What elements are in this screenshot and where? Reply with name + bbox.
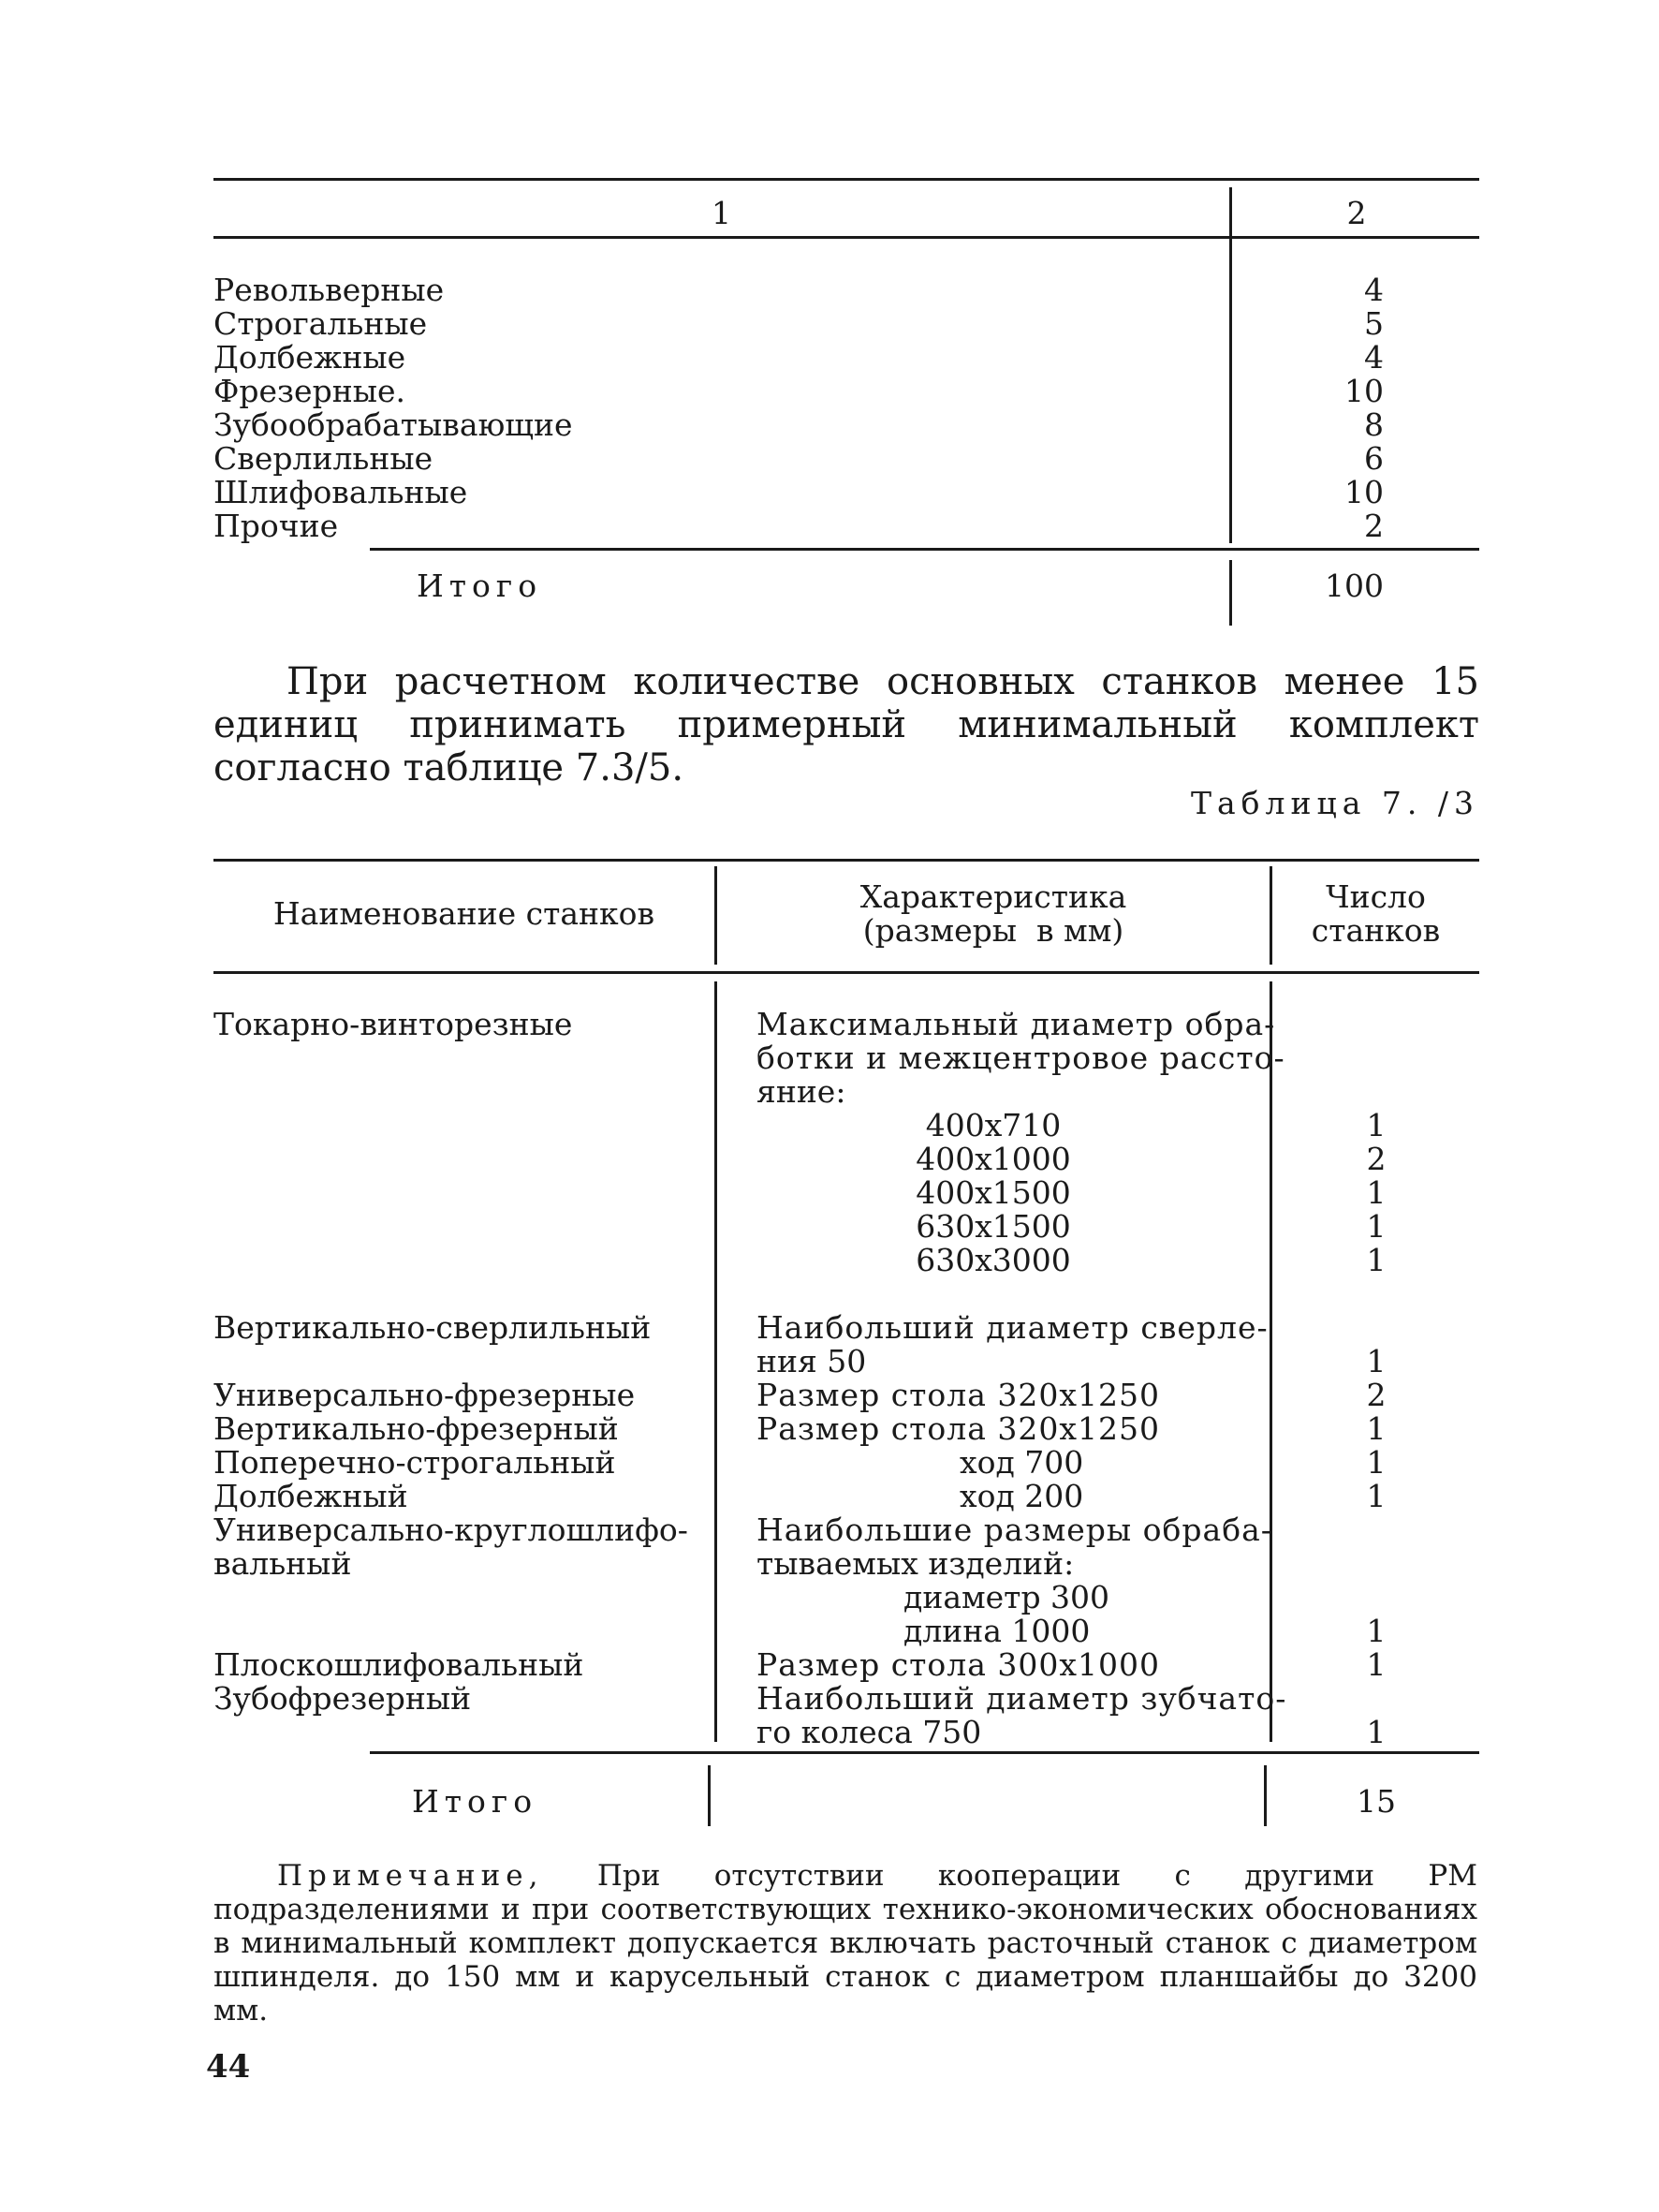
table2-total-rule: [370, 1751, 1479, 1754]
machine-count: 5: [1364, 305, 1384, 342]
table1-col1-header: 1: [712, 195, 731, 231]
table2-body-divider-1: [714, 981, 717, 1742]
page-number: 44: [206, 2048, 251, 2086]
characteristic: 400x1500: [916, 1174, 1071, 1211]
machine-type: Сверлильные: [213, 440, 433, 477]
machine-count: 4: [1364, 339, 1384, 376]
footnote-label: Примечание,: [277, 1859, 544, 1893]
characteristic: длина 1000: [903, 1613, 1091, 1649]
footnote: [213, 1859, 1477, 2028]
characteristic: Наибольшие размеры обраба-: [756, 1512, 1272, 1548]
machine-quantity: 2: [1366, 1141, 1387, 1177]
machine-name: Зубофрезерный: [213, 1680, 472, 1717]
characteristic: го колеса 750: [756, 1714, 982, 1750]
table2-total-value: 15: [1357, 1783, 1396, 1820]
machine-count: 10: [1344, 373, 1384, 409]
machine-quantity: 2: [1366, 1377, 1387, 1413]
footnote-text: При отсутствии кооперации с другими РМ подразделениями и при соответствующих технико-экономических обоснованиях в минимальный комплект допускается включать расточный станок с диаметром шпинделя. до 150 мм и карусельный станок с диаметром планшайбы до 3200 мм.: [213, 1859, 1477, 2028]
machine-quantity: 1: [1366, 1444, 1387, 1481]
table2-header-char-line2: (размеры в мм): [862, 912, 1124, 949]
machine-quantity: 1: [1366, 1208, 1387, 1245]
table1-top-rule: [213, 178, 1479, 181]
characteristic: ботки и межцентровое рассто-: [756, 1040, 1285, 1076]
characteristic: 400x710: [925, 1107, 1062, 1143]
machine-name: Универсально-фрезерные: [213, 1377, 636, 1413]
machine-name: вальный: [213, 1545, 352, 1582]
table2-total-divider-2: [1264, 1765, 1267, 1826]
characteristic: диаметр 300: [903, 1579, 1110, 1615]
machine-type: Прочие: [213, 508, 339, 544]
machine-type: Зубообрабатывающие: [213, 406, 573, 443]
characteristic: ход 200: [960, 1478, 1084, 1514]
body-paragraph: При расчетном количестве основных станков менее 15 единиц принимать примерный минимальный комплект согласно таблице 7.3/5.: [213, 660, 1479, 789]
machine-quantity: 1: [1366, 1410, 1387, 1447]
machine-type: Долбежные: [213, 339, 406, 376]
table2-header-name: Наименование станков: [272, 895, 655, 932]
machine-type: Шлифовальные: [213, 474, 468, 510]
characteristic: Размер стола 320x1250: [756, 1410, 1161, 1447]
characteristic: Размер стола 320x1250: [756, 1377, 1161, 1413]
machine-count: 2: [1364, 508, 1384, 544]
machine-name: Универсально-круглошлифо-: [213, 1512, 688, 1548]
table2-header-count-line1: Число: [1326, 878, 1426, 915]
machine-quantity: 1: [1366, 1714, 1387, 1750]
machine-name: Долбежный: [213, 1478, 408, 1514]
machine-name: Токарно-винторезные: [213, 1006, 573, 1042]
characteristic: 400x1000: [916, 1141, 1071, 1177]
machine-quantity: 1: [1366, 1174, 1387, 1211]
machine-type: Револьверные: [213, 272, 445, 308]
table2-header-count-line2: станков: [1311, 912, 1441, 949]
characteristic: Наибольший диаметр зубчато-: [756, 1680, 1287, 1717]
characteristic: ния 50: [756, 1343, 867, 1379]
machine-name: Плоскошлифовальный: [213, 1646, 584, 1683]
table2-total-label: Итого: [412, 1783, 538, 1820]
table1-header-rule: [213, 236, 1479, 239]
characteristic: 630x3000: [916, 1242, 1071, 1278]
table2-title: Таблица 7. /3: [1191, 785, 1479, 821]
machine-count: 4: [1364, 272, 1384, 308]
machine-count: 10: [1344, 474, 1384, 510]
machine-quantity: 1: [1366, 1613, 1387, 1649]
machine-name: Поперечно-строгальный: [213, 1444, 616, 1481]
table1-total-divider: [1229, 560, 1232, 626]
table2-header-char-line1: Характеристика: [859, 878, 1127, 915]
table2-top-rule: [213, 859, 1479, 862]
table1-col2-header: 2: [1346, 195, 1367, 231]
machine-quantity: 1: [1366, 1478, 1387, 1514]
characteristic: Наибольший диаметр сверле-: [756, 1309, 1269, 1346]
machine-quantity: 1: [1366, 1343, 1387, 1379]
characteristic: 630x1500: [916, 1208, 1071, 1245]
table1-total-value: 100: [1325, 568, 1384, 604]
machine-type: Строгальные: [213, 305, 428, 342]
characteristic: яние:: [756, 1073, 846, 1110]
characteristic: Размер стола 300x1000: [756, 1646, 1161, 1683]
table1-total-label: Итого: [417, 568, 543, 604]
machine-type: Фрезерные.: [213, 373, 405, 409]
table1-column-divider: [1229, 187, 1232, 543]
machine-count: 6: [1364, 440, 1384, 477]
table2-total-divider-1: [708, 1765, 711, 1826]
machine-quantity: 1: [1366, 1242, 1387, 1278]
characteristic: тываемых изделий:: [756, 1545, 1075, 1582]
machine-name: Вертикально-фрезерный: [213, 1410, 619, 1447]
table1-total-rule: [370, 548, 1479, 551]
table2-body-divider-2: [1270, 981, 1272, 1742]
machine-name: Вертикально-сверлильный: [213, 1309, 652, 1346]
characteristic: Максимальный диаметр обра-: [756, 1006, 1276, 1042]
table2-header-rule: [213, 971, 1479, 974]
characteristic: ход 700: [960, 1444, 1084, 1481]
machine-count: 8: [1364, 406, 1384, 443]
machine-quantity: 1: [1366, 1107, 1387, 1143]
machine-quantity: 1: [1366, 1646, 1387, 1683]
